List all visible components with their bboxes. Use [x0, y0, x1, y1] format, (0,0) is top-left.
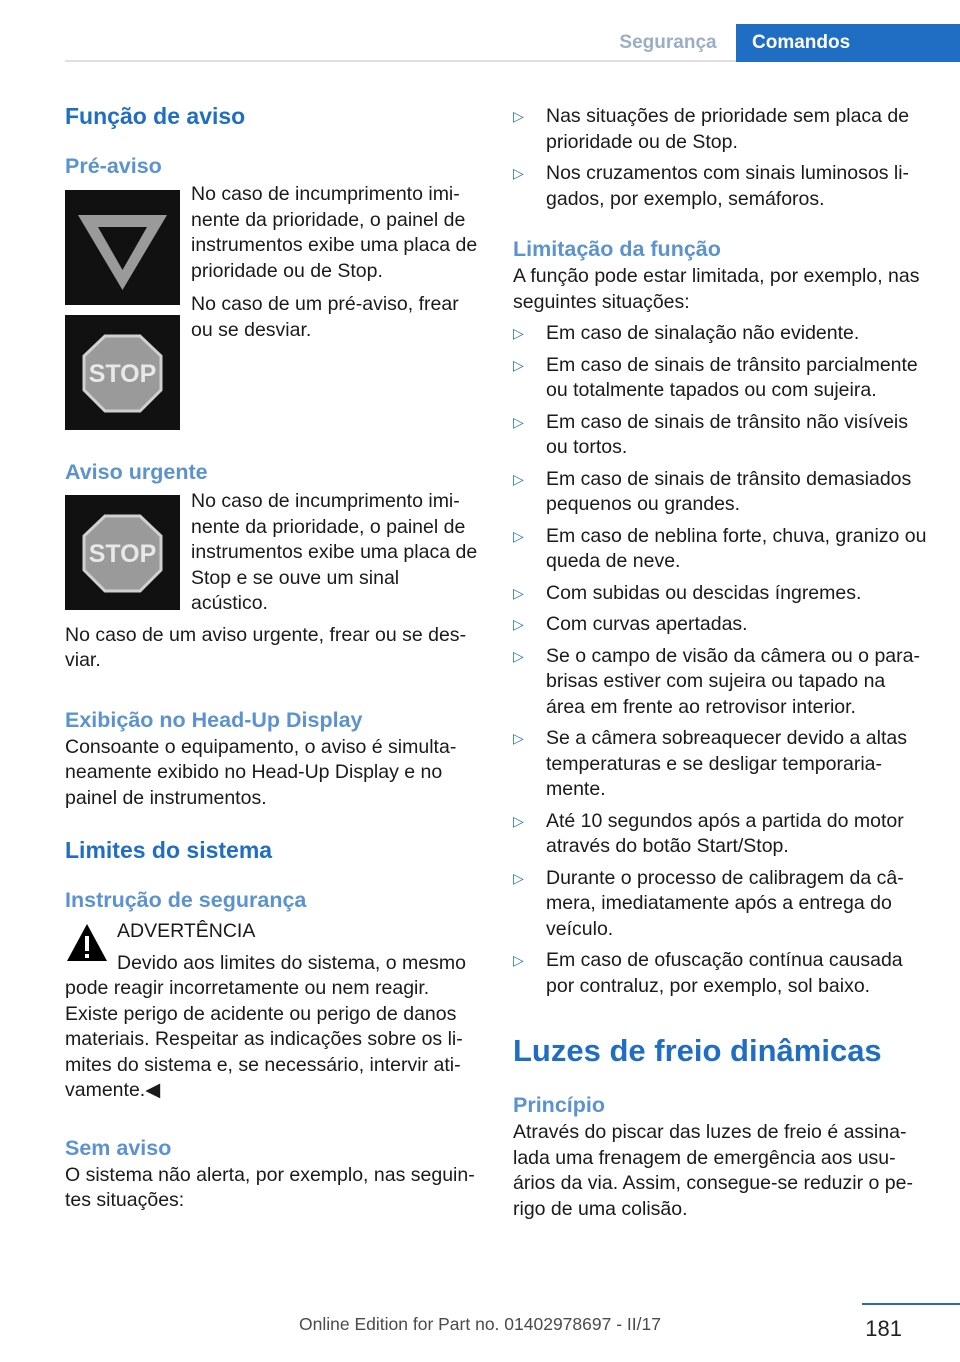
- bullet-triangle-icon: ▷: [513, 584, 524, 601]
- warning-block: [65, 919, 480, 1104]
- list-item: [513, 353, 928, 404]
- yield-sign-image: [65, 190, 180, 305]
- aviso-urgente-text-2: No caso de um aviso urgente, frear ou se desviar.: [65, 623, 467, 671]
- bullet-triangle-icon: ▷: [513, 812, 524, 829]
- bullet-triangle-icon: ▷: [513, 325, 524, 341]
- list-item-text: Em caso de sinalação não evidente.: [546, 322, 860, 344]
- list-item-text: Se a câmera sobreaquecer devido a altas temperaturas e se desligar temporariamente.: [546, 727, 907, 800]
- limitacao-text: A função pode estar limitada, por exemplo, nas seguintes situações:: [513, 265, 920, 313]
- bullet-triangle-icon: ▷: [513, 869, 524, 886]
- list-item: [513, 644, 928, 721]
- list-item-text: Com subidas ou descidas íngremes.: [546, 581, 862, 604]
- list-item-text: Em caso de sinais de trânsito não visíveis ou tortos.: [546, 410, 909, 458]
- list-item: [513, 726, 928, 803]
- left-column: [65, 100, 480, 1214]
- page-number-rule: [862, 1303, 960, 1305]
- bullet-triangle-icon: ▷: [513, 470, 524, 487]
- heading-limites: Limites do sistema: [65, 837, 273, 863]
- heading-limitacao: Limitação da função: [513, 237, 721, 261]
- bullet-triangle-icon: ▷: [513, 647, 524, 664]
- pre-aviso-text-1: No caso de incumprimento iminente da prioridade, o painel de instrumentos exibe uma placa de prioridade ou de Stop.: [191, 183, 478, 282]
- list-item: [513, 612, 928, 638]
- aviso-urgente-block: [65, 489, 480, 617]
- pre-aviso-text-2: No caso de um pré-aviso, frear ou se desviar.: [191, 293, 459, 341]
- warning-title: ADVERTÊNCIA: [117, 920, 256, 942]
- list-item-text: Em caso de sinais de trânsito demasiados pequenos ou grandes.: [546, 467, 912, 515]
- list-item-text: Se o campo de visão da câmera ou o para-brisas estiver com sujeira ou tapado na área em frente ao retrovisor interior.: [546, 644, 920, 718]
- list-item: [513, 410, 928, 461]
- tab-comandos[interactable]: Comandos: [736, 24, 960, 62]
- heading-hud: Exibição no Head-Up Display: [65, 707, 363, 732]
- heading-instrucao: Instrução de segurança: [65, 888, 307, 912]
- tab-seguranca[interactable]: Segurança: [619, 32, 717, 53]
- warning-text: Devido aos limites do sistema, o mesmo pode reagir incorretamente ou nem reagir. Existe perigo de acidente ou perigo de danos materiais. Respeitar as indicações sobre os limites do sistema e, se necessário, intervir ativamente.◀: [65, 951, 466, 1101]
- list-item-text: Até 10 segundos após a partida do motor através do botão Start/Stop.: [546, 809, 904, 857]
- list-item: [513, 524, 928, 575]
- list-item-text: Em caso de sinais de trânsito parcialmente ou totalmente tapados ou com sujeira.: [546, 353, 918, 401]
- list-item-text: Com curvas apertadas.: [546, 613, 748, 635]
- list-item: [513, 104, 928, 155]
- heading-sem-aviso: Sem aviso: [65, 1135, 172, 1160]
- page-number: 181: [865, 1316, 902, 1341]
- list-item: [513, 948, 928, 999]
- list-item-text: Nos cruzamentos com sinais luminosos ligados, por exemplo, semáforos.: [546, 162, 910, 210]
- stop-sign-image: [65, 315, 180, 430]
- pre-aviso-block: [65, 182, 480, 430]
- heading-aviso-urgente: Aviso urgente: [65, 460, 208, 484]
- bullet-triangle-icon: ▷: [513, 165, 524, 181]
- stop-sign-text: STOP: [88, 540, 157, 568]
- list-item-text: Em caso de ofuscação contínua causada por contraluz, por exemplo, sol baixo.: [546, 949, 903, 997]
- right-column: [513, 100, 928, 1222]
- list-item-text: Nas situações de prioridade sem placa de prioridade ou de Stop.: [546, 105, 910, 153]
- limitation-list: [513, 321, 928, 999]
- bullet-triangle-icon: ▷: [513, 952, 524, 968]
- aviso-urgente-text-1: No caso de incumprimento iminente da prioridade, o painel de instrumentos exibe uma placa de Stop e se ouve um sinal acústico.: [191, 490, 478, 614]
- footer-edition: Online Edition for Part no. 01402978697 - II/17: [299, 1314, 661, 1334]
- heading-pre-aviso: Pré-aviso: [65, 154, 162, 178]
- stop-sign-text: STOP: [88, 360, 157, 388]
- bullet-triangle-icon: ▷: [513, 527, 524, 544]
- list-item: [513, 467, 928, 518]
- list-item: [513, 161, 928, 212]
- list-item-text: Em caso de neblina forte, chuva, granizo ou queda de neve.: [546, 524, 927, 572]
- heading-principio: Princípio: [513, 1093, 605, 1117]
- list-item: [513, 581, 928, 607]
- principio-text: Através do piscar das luzes de freio é assinalada uma frenagem de emergência aos usuários da via. Assim, consegue-se reduzir o perigo de uma colisão.: [513, 1121, 913, 1220]
- heading-funcao-aviso: Função de aviso: [65, 103, 246, 129]
- sem-aviso-text: O sistema não alerta, por exemplo, nas seguintes situações:: [65, 1163, 475, 1211]
- list-item: [513, 809, 928, 860]
- warning-triangle-icon: [65, 921, 109, 965]
- bullet-triangle-icon: ▷: [513, 616, 524, 632]
- list-item: [513, 866, 928, 943]
- bullet-triangle-icon: ▷: [513, 730, 524, 746]
- situations-list: [513, 104, 928, 212]
- bullet-triangle-icon: ▷: [513, 356, 524, 373]
- list-item-text: Durante o processo de calibragem da câmera, imediatamente após a entrega do veículo.: [546, 866, 904, 940]
- bullet-triangle-icon: ▷: [513, 108, 524, 124]
- hud-text: Consoante o equipamento, o aviso é simultaneamente exibido no Head-Up Display e no painel de instrumentos.: [65, 735, 457, 809]
- bullet-triangle-icon: ▷: [513, 413, 524, 430]
- list-item: [513, 321, 928, 347]
- stop-sign-image: [65, 495, 180, 610]
- heading-luzes-freio: Luzes de freio dinâmicas: [513, 1033, 882, 1068]
